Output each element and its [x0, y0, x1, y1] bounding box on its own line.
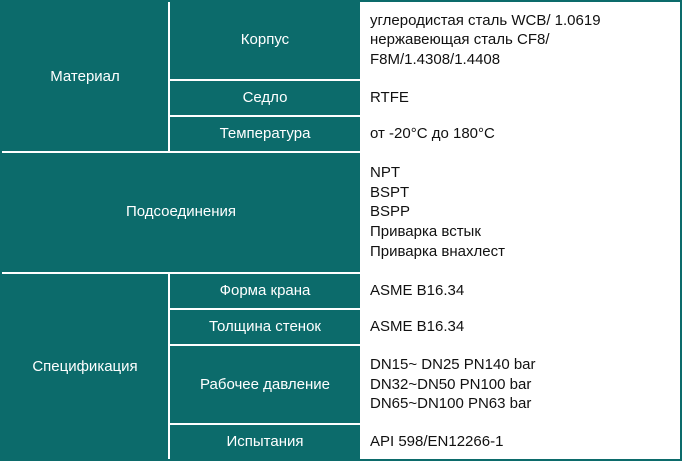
value-cell-valve-form [361, 273, 682, 309]
table-row [1, 273, 682, 309]
label-cell-working-pressure: Рабочее давление [169, 345, 361, 424]
value-line: DN65~DN100 PN63 bar [370, 395, 532, 413]
value-cell-testing [361, 424, 682, 460]
label-cell-testing: Испытания [169, 424, 361, 460]
table-row [1, 1, 682, 80]
label-cell-seat: Седло [169, 80, 361, 116]
label-cell-wall-thickness: Толщина стенок [169, 309, 361, 345]
label-cell-valve-form: Форма крана [169, 273, 361, 309]
value-line: ASME B16.34 [370, 318, 465, 336]
value-cell-wall-thickness [361, 309, 682, 345]
value-line: от -20°C до 180°C [370, 124, 495, 142]
value-line: нержавеющая сталь CF8/ [370, 31, 550, 49]
value-line: API 598/EN12266-1 [370, 432, 504, 450]
value-line: Приварка внахлест [370, 243, 505, 261]
value-line: BSPP [370, 203, 411, 221]
value-cell-working-pressure [361, 345, 682, 424]
value-line: ASME B16.34 [370, 282, 465, 300]
value-line: F8M/1.4308/1.4408 [370, 51, 501, 69]
group-cell-connections: Подсоединения [1, 152, 361, 273]
label-cell-temperature: Температура [169, 116, 361, 152]
value-line: DN15~ DN25 PN140 bar [370, 355, 536, 373]
group-cell-material: Материал [1, 1, 169, 152]
table-row [1, 152, 682, 273]
value-cell-connections [361, 152, 682, 273]
value-line: NPT [370, 163, 400, 181]
value-cell-body [361, 1, 682, 80]
value-line: Приварка встык [370, 223, 481, 241]
value-cell-temperature [361, 116, 682, 152]
value-line: DN32~DN50 PN100 bar [370, 375, 532, 393]
label-cell-body: Корпус [169, 1, 361, 80]
value-line: углеродистая сталь WCB/ 1.0619 [370, 11, 601, 29]
group-cell-specification: Спецификация [1, 273, 169, 460]
value-line: RTFE [370, 88, 409, 106]
value-cell-seat [361, 80, 682, 116]
value-line: BSPT [370, 183, 410, 201]
